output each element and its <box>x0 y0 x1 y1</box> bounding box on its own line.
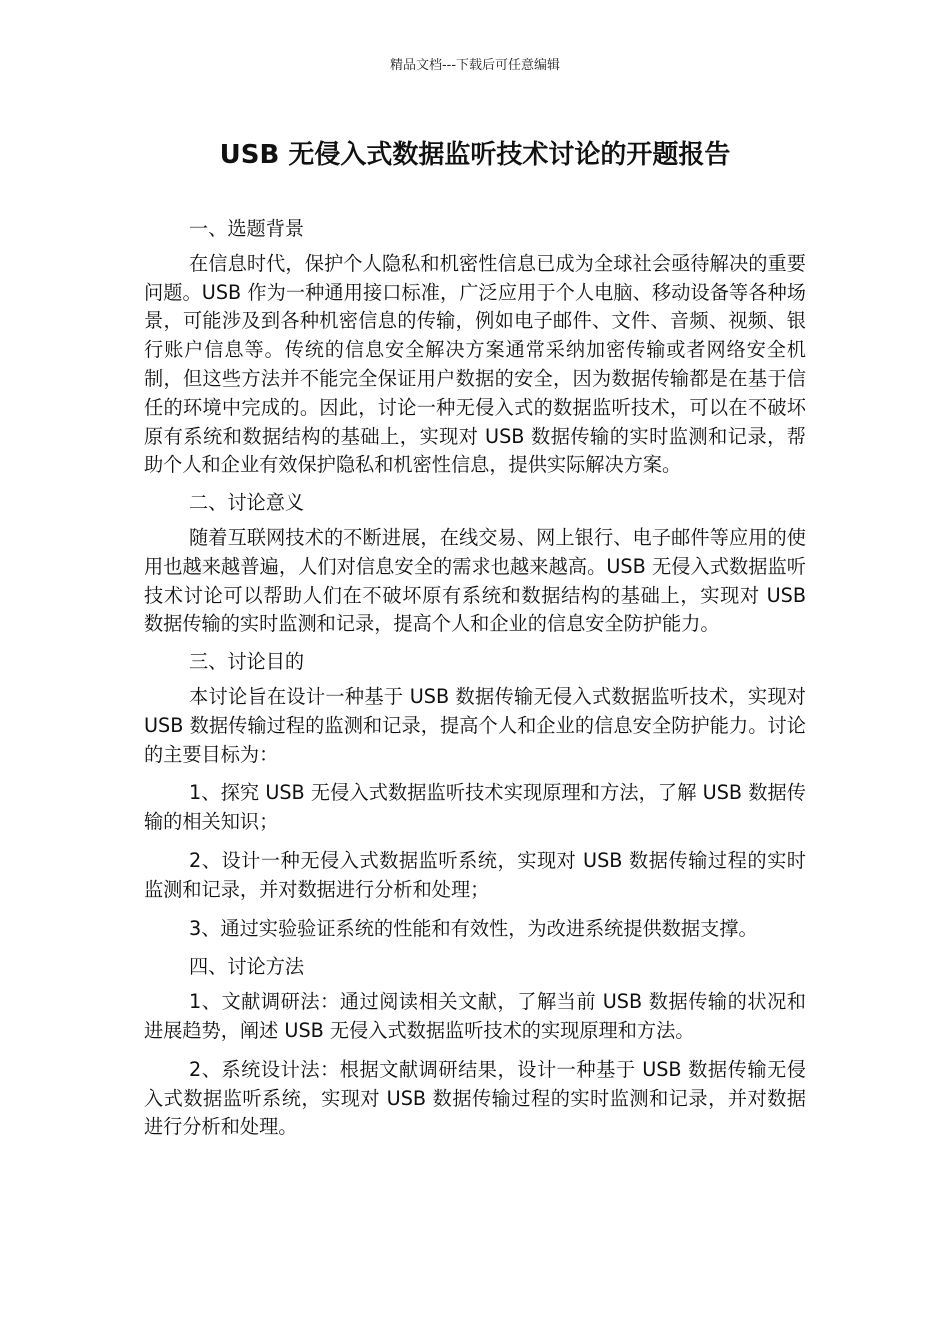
page-header: 精品文档---下载后可任意编辑 <box>389 58 561 73</box>
paragraph-significance: 随着互联网技术的不断进展，在线交易、网上银行、电子邮件等应用的使用也越来越普遍，人们对信息安全的需求也越来越高。USB 无侵入式数据监听技术讨论可以帮助人们在不破坏原有系统和数据结构的基础上，实现对 USB 数据传输的实时监测和记录，提高个人和企业的信息安全防护能力。 <box>144 525 806 636</box>
list-item-method-2: 2、系统设计法：根据文献调研结果，设计一种基于 USB 数据传输无侵入式数据监听系统，实现对 USB 数据传输过程的实时监测和记录，并对数据进行分析和处理。 <box>144 1057 806 1139</box>
document-title: USB 无侵入式数据监听技术讨论的开题报告 <box>219 140 731 170</box>
list-item-objective-1: 1、探究 USB 无侵入式数据监听技术实现原理和方法，了解 USB 数据传输的相关知识； <box>144 781 806 834</box>
paragraph-background: 在信息时代，保护个人隐私和机密性信息已成为全球社会亟待解决的重要问题。USB 作为一种通用接口标准，广泛应用于个人电脑、移动设备等各种场景，可能涉及到各种机密信息的传输，例如电子邮件、文件、音频、视频、银行账户信息等。传统的信息安全解决方案通常采纳加密传输或者网络安全机制，但这些方法并不能完全保证用户数据的安全，因为数据传输都是在基于信任的环境中完成的。因此，讨论一种无侵入式的数据监听技术，可以在不破坏原有系统和数据结构的基础上，实现对 USB 数据传输的实时监测和记录，帮助个人和企业有效保护隐私和机密性信息，提供实际解决方案。 <box>144 251 806 477</box>
section-heading-methods: 四、讨论方法 <box>189 955 305 979</box>
document-body <box>144 215 806 1152</box>
section-heading-background: 一、选题背景 <box>189 217 305 240</box>
section-heading-objectives: 三、讨论目的 <box>189 650 305 674</box>
list-item-objective-2: 2、设计一种无侵入式数据监听系统，实现对 USB 数据传输过程的实时监测和记录，并对数据进行分析和处理； <box>144 848 806 901</box>
section-heading-significance: 二、讨论意义 <box>189 491 305 515</box>
paragraph-objectives: 本讨论旨在设计一种基于 USB 数据传输无侵入式数据监听技术，实现对 USB 数据传输过程的监测和记录，提高个人和企业的信息安全防护能力。讨论的主要目标为： <box>144 684 806 766</box>
list-item-objective-3: 3、通过实验验证系统的性能和有效性，为改进系统提供数据支撑。 <box>189 916 758 940</box>
list-item-method-1: 1、文献调研法：通过阅读相关文献，了解当前 USB 数据传输的状况和进展趋势，阐述 USB 无侵入式数据监听技术的实现原理和方法。 <box>144 990 806 1042</box>
